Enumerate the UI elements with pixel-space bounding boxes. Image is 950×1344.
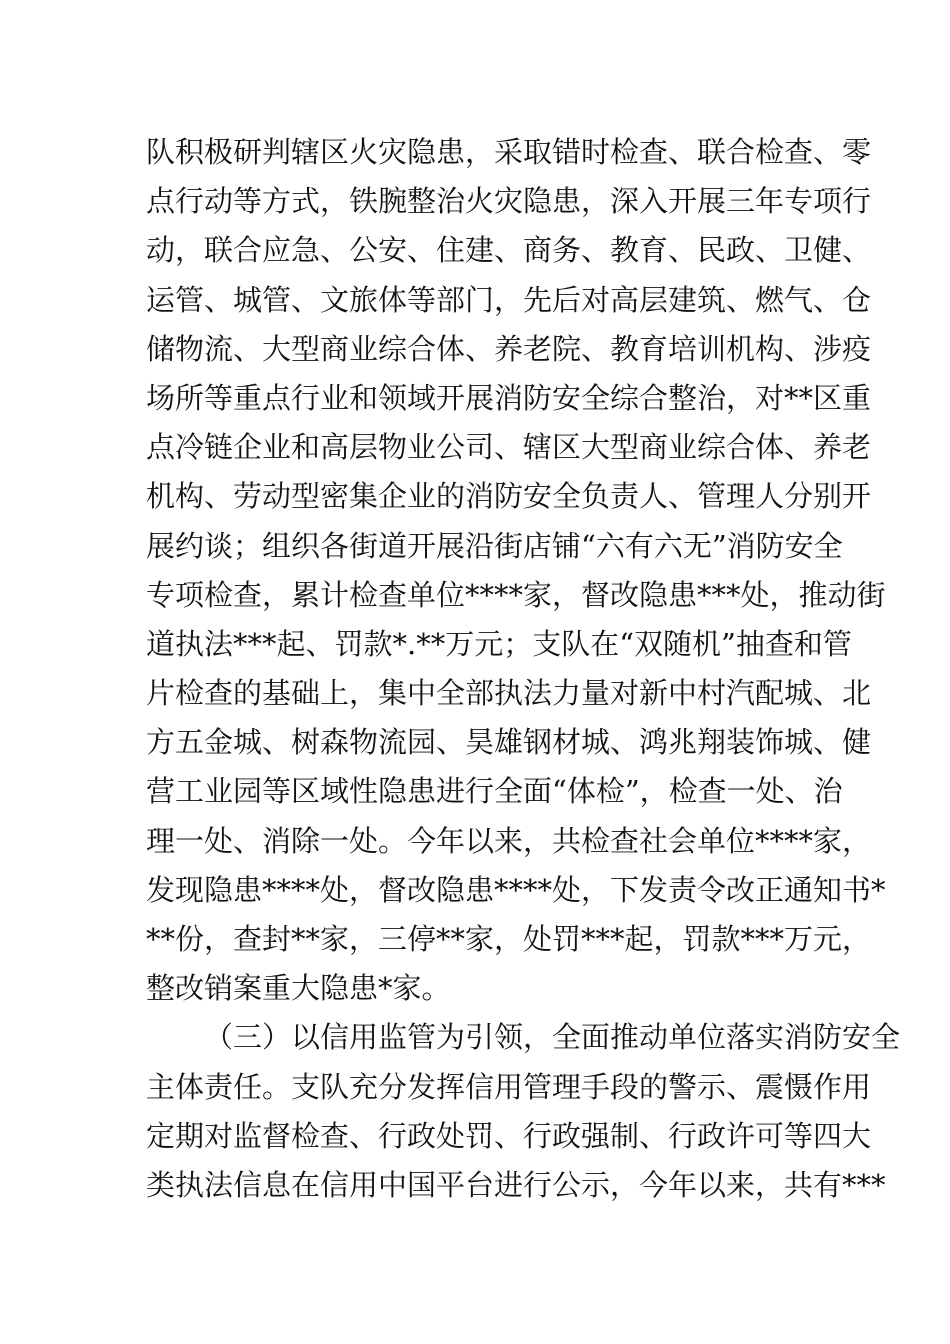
text-line: 点冷链企业和高层物业公司、辖区大型商业综合体、养老 [146, 430, 872, 465]
text-line: 发现隐患****处，督改隐患****处，下发责令改正通知书* [146, 872, 886, 907]
text-line: 片检查的基础上，集中全部执法力量对新中村汽配城、北 [146, 676, 872, 711]
text-line: 动，联合应急、公安、住建、商务、教育、民政、卫健、 [146, 233, 872, 268]
text-line: **份，查封**家，三停**家，处罚***起，罚款***万元， [146, 922, 872, 956]
text-line: 场所等重点行业和领域开展消防安全综合整治，对**区重 [146, 380, 872, 415]
text-line-indented: （三）以信用监管为引领，全面推动单位落实消防安全 [204, 1020, 901, 1055]
text-line: 主体责任。支队充分发挥信用管理手段的警示、震慑作用 [146, 1069, 872, 1104]
text-line: 理一处、消除一处。今年以来，共检查社会单位****家， [146, 823, 872, 858]
text-line: 展约谈；组织各街道开展沿街店铺“六有六无”消防安全 [146, 528, 843, 563]
paragraph-credit-supervision [146, 1013, 901, 1210]
text-line: 营工业园等区域性隐患进行全面“体检”，检查一处、治 [146, 774, 843, 809]
paragraph-fire-hazard-rectification [146, 128, 886, 1013]
text-line: 定期对监督检查、行政处罚、行政强制、行政许可等四大 [146, 1118, 872, 1153]
text-line: 队积极研判辖区火灾隐患，采取错时检查、联合检查、零 [146, 135, 872, 169]
text-line: 专项检查，累计检查单位****家，督改隐患***处，推动街 [146, 577, 886, 612]
text-line: 机构、劳动型密集企业的消防安全负责人、管理人分别开 [146, 479, 872, 514]
body-text [146, 128, 901, 1210]
text-line: 运管、城管、文旅体等部门，先后对高层建筑、燃气、仓 [146, 282, 872, 317]
text-line: 储物流、大型商业综合体、养老院、教育培训机构、涉疫 [146, 331, 872, 366]
text-line: 道执法***起、罚款*.**万元；支队在“双随机”抽查和管 [146, 626, 852, 661]
text-line: 点行动等方式，铁腕整治火灾隐患，深入开展三年专项行 [146, 184, 872, 219]
text-line: 方五金城、树森物流园、昊雄钢材城、鸿兆翔装饰城、健 [146, 725, 872, 760]
text-line: 类执法信息在信用中国平台进行公示，今年以来，共有*** [146, 1167, 886, 1202]
text-line: 整改销案重大隐患*家。 [146, 971, 451, 1006]
